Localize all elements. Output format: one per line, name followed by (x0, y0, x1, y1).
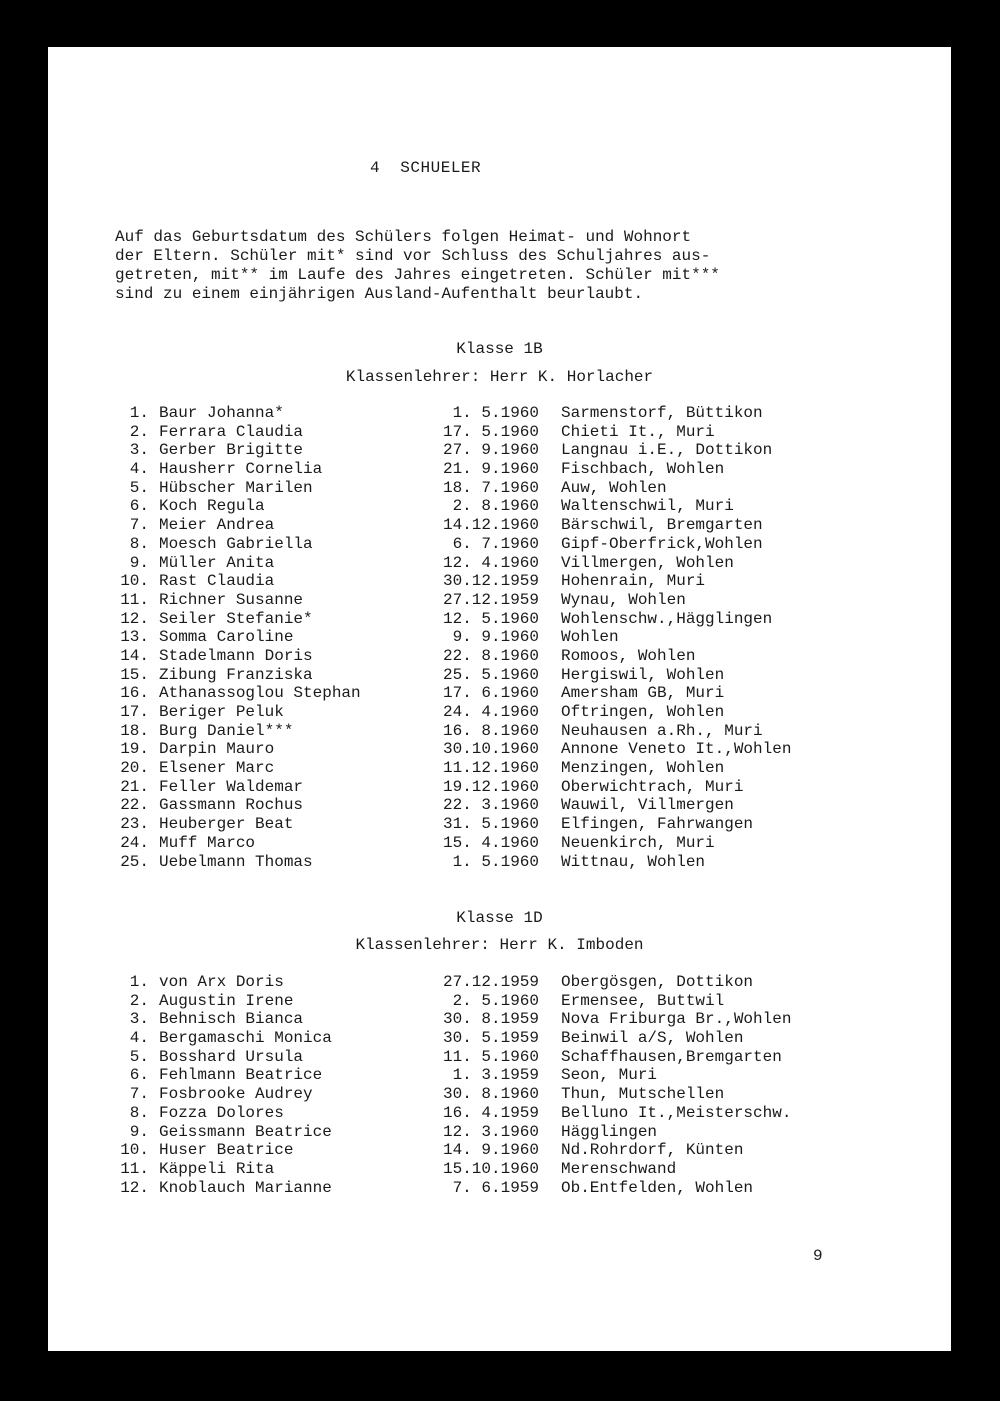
student-name: Darpin Mauro (159, 740, 275, 759)
student-name: Müller Anita (159, 553, 275, 572)
student-hometown: Wauwil, Villmergen (561, 796, 734, 815)
student-birthdate: 24. 4.1960 (442, 703, 539, 721)
student-name: Koch Regula (159, 497, 265, 516)
student-name: Richner Susanne (159, 590, 304, 609)
student-name: Moesch Gabriella (159, 534, 313, 553)
student-birthdate: 12. 5.1960 (442, 609, 539, 628)
student-number: 8. (129, 1103, 149, 1122)
student-row (115, 759, 855, 778)
student-birthdate: 25. 5.1960 (442, 665, 539, 684)
student-name: Stadelmann Doris (159, 646, 313, 665)
student-birthdate: 14. 9.1960 (442, 1141, 539, 1160)
student-number: 19. (120, 740, 149, 759)
student-birthdate: 2. 5.1960 (452, 991, 539, 1010)
student-hometown: Gipf-Oberfrick,Wohlen (561, 534, 763, 553)
student-number: 5. (129, 478, 149, 497)
student-number: 7. (129, 1085, 149, 1104)
student-hometown: Villmergen, Wohlen (561, 553, 734, 572)
student-hometown: Oftringen, Wohlen (561, 703, 725, 721)
class-1b-teacher: Klassenlehrer: Herr K. Horlacher (345, 368, 654, 386)
student-row (115, 591, 855, 610)
student-birthdate: 1. 5.1960 (452, 852, 539, 871)
student-hometown: Waltenschwil, Muri (561, 497, 734, 516)
student-row (115, 684, 855, 703)
student-row (115, 1066, 855, 1085)
student-row (115, 1179, 855, 1198)
student-hometown: Bärschwil, Bremgarten (561, 516, 763, 535)
student-row (115, 554, 855, 573)
student-birthdate: 12. 4.1960 (442, 553, 539, 572)
student-birthdate: 21. 9.1960 (442, 460, 539, 479)
student-hometown: Nova Friburga Br.,Wohlen (561, 1010, 792, 1029)
student-name: Knoblauch Marianne (159, 1178, 332, 1197)
student-name: Hübscher Marilen (159, 478, 313, 497)
student-name: Beriger Peluk (159, 703, 284, 721)
student-row (115, 703, 855, 722)
student-number: 10. (120, 572, 149, 591)
student-birthdate: 11.12.1960 (442, 759, 539, 778)
intro-line: sind zu einem einjährigen Ausland-Aufenthalt beurlaubt. (115, 285, 644, 303)
student-hometown: Annone Veneto It.,Wohlen (561, 740, 792, 759)
student-hometown: Beinwil a/S, Wohlen (561, 1029, 744, 1048)
student-name: Behnisch Bianca (159, 1010, 304, 1029)
student-hometown: Auw, Wohlen (561, 478, 667, 497)
student-row (115, 441, 855, 460)
student-hometown: Fischbach, Wohlen (561, 460, 725, 479)
intro-line: der Eltern. Schüler mit* sind vor Schluss des Schuljahres aus- (115, 247, 711, 265)
intro-line: getreten, mit** im Laufe des Jahres eingetreten. Schüler mit*** (115, 266, 720, 284)
student-name: Bosshard Ursula (159, 1047, 304, 1066)
student-name: Seiler Stefanie* (159, 609, 313, 628)
student-birthdate: 27.12.1959 (442, 590, 539, 609)
student-birthdate: 11. 5.1960 (442, 1047, 539, 1066)
student-hometown: Obergösgen, Dottikon (561, 973, 754, 991)
student-name: Augustin Irene (159, 991, 294, 1010)
student-birthdate: 15.10.1960 (442, 1159, 539, 1178)
class-1d-teacher: Klassenlehrer: Herr K. Imboden (355, 936, 644, 954)
student-number: 5. (129, 1047, 149, 1066)
student-birthdate: 30.12.1959 (442, 572, 539, 591)
student-number: 10. (120, 1141, 149, 1160)
student-hometown: Nd.Rohrdorf, Künten (561, 1141, 744, 1160)
student-row (115, 1048, 855, 1067)
student-birthdate: 22. 3.1960 (442, 796, 539, 815)
student-name: Gassmann Rochus (159, 796, 304, 815)
student-number: 14. (120, 646, 149, 665)
student-row (115, 1029, 855, 1048)
student-name: Bergamaschi Monica (159, 1029, 332, 1048)
student-number: 21. (120, 777, 149, 796)
student-birthdate: 16. 4.1959 (442, 1103, 539, 1122)
student-number: 16. (120, 684, 149, 703)
student-hometown: Neuhausen a.Rh., Muri (561, 721, 763, 740)
student-name: Fehlmann Beatrice (159, 1066, 323, 1085)
student-name: Ferrara Claudia (159, 422, 304, 441)
student-number: 11. (120, 590, 149, 609)
student-row (115, 1085, 855, 1104)
student-hometown: Seon, Muri (561, 1066, 658, 1085)
student-row (115, 516, 855, 535)
student-birthdate: 30.10.1960 (442, 740, 539, 759)
student-hometown: Amersham GB, Muri (561, 684, 725, 703)
student-row (115, 610, 855, 629)
student-row (115, 815, 855, 834)
student-row (115, 628, 855, 647)
student-row (115, 535, 855, 554)
student-number: 2. (129, 422, 149, 441)
intro-paragraph (115, 228, 835, 304)
student-birthdate: 30. 5.1959 (442, 1029, 539, 1048)
student-name: Uebelmann Thomas (159, 852, 313, 871)
student-birthdate: 30. 8.1960 (442, 1085, 539, 1104)
page-number: 9 (813, 1247, 823, 1265)
student-birthdate: 16. 8.1960 (442, 721, 539, 740)
student-number: 2. (129, 991, 149, 1010)
student-birthdate: 2. 8.1960 (452, 497, 539, 516)
student-name: Fosbrooke Audrey (159, 1085, 313, 1104)
student-number: 6. (129, 1066, 149, 1085)
student-row (115, 1141, 855, 1160)
student-hometown: Ob.Entfelden, Wohlen (561, 1178, 754, 1197)
student-hometown: Hohenrain, Muri (561, 572, 706, 591)
student-number: 15. (120, 665, 149, 684)
student-number: 9. (129, 553, 149, 572)
class-1b-title: Klasse 1B (456, 340, 543, 358)
student-row (115, 1010, 855, 1029)
student-number: 17. (120, 703, 149, 721)
student-birthdate: 19.12.1960 (442, 777, 539, 796)
student-birthdate: 9. 9.1960 (452, 628, 539, 647)
student-hometown: Ermensee, Buttwil (561, 991, 725, 1010)
student-hometown: Langnau i.E., Dottikon (561, 441, 773, 460)
student-number: 1. (129, 404, 149, 422)
section-heading: 4 SCHUELER (370, 159, 482, 177)
student-number: 24. (120, 833, 149, 852)
student-number: 12. (120, 609, 149, 628)
student-number: 4. (129, 1029, 149, 1048)
student-hometown: Romoos, Wohlen (561, 646, 696, 665)
student-row (115, 1123, 855, 1142)
class-1d-title: Klasse 1D (456, 909, 543, 927)
student-hometown: Merenschwand (561, 1159, 677, 1178)
student-birthdate: 27.12.1959 (442, 973, 539, 991)
student-hometown: Belluno It.,Meisterschw. (561, 1103, 792, 1122)
student-birthdate: 7. 6.1959 (452, 1178, 539, 1197)
student-hometown: Hägglingen (561, 1122, 658, 1141)
student-birthdate: 14.12.1960 (442, 516, 539, 535)
student-name: Heuberger Beat (159, 815, 294, 834)
student-name: Feller Waldemar (159, 777, 304, 796)
student-row (115, 992, 855, 1011)
student-birthdate: 1. 5.1960 (452, 404, 539, 422)
student-number: 4. (129, 460, 149, 479)
student-hometown: Chieti It., Muri (561, 422, 715, 441)
student-birthdate: 1. 3.1959 (452, 1066, 539, 1085)
student-name: Gerber Brigitte (159, 441, 304, 460)
student-hometown: Wynau, Wohlen (561, 590, 686, 609)
student-number: 11. (120, 1159, 149, 1178)
student-row (115, 834, 855, 853)
student-number: 1. (129, 973, 149, 991)
student-hometown: Schaffhausen,Bremgarten (561, 1047, 782, 1066)
student-hometown: Menzingen, Wohlen (561, 759, 725, 778)
student-birthdate: 12. 3.1960 (442, 1122, 539, 1141)
student-number: 18. (120, 721, 149, 740)
student-row (115, 666, 855, 685)
student-birthdate: 30. 8.1959 (442, 1010, 539, 1029)
student-name: Huser Beatrice (159, 1141, 294, 1160)
student-birthdate: 15. 4.1960 (442, 833, 539, 852)
student-name: Meier Andrea (159, 516, 275, 535)
student-number: 8. (129, 534, 149, 553)
student-number: 13. (120, 628, 149, 647)
student-birthdate: 22. 8.1960 (442, 646, 539, 665)
student-name: Somma Caroline (159, 628, 294, 647)
student-name: Athanassoglou Stephan (159, 684, 361, 703)
student-name: von Arx Doris (159, 973, 284, 991)
student-number: 3. (129, 1010, 149, 1029)
student-row (115, 1104, 855, 1123)
student-name: Burg Daniel*** (159, 721, 294, 740)
student-hometown: Neuenkirch, Muri (561, 833, 715, 852)
student-hometown: Wohlen (561, 628, 619, 647)
student-hometown: Elfingen, Fahrwangen (561, 815, 754, 834)
student-hometown: Thun, Mutschellen (561, 1085, 725, 1104)
student-number: 20. (120, 759, 149, 778)
student-number: 23. (120, 815, 149, 834)
student-number: 22. (120, 796, 149, 815)
student-row (115, 973, 855, 992)
student-row (115, 460, 855, 479)
student-name: Geissmann Beatrice (159, 1122, 332, 1141)
student-hometown: Wittnau, Wohlen (561, 852, 706, 871)
student-row (115, 778, 855, 797)
student-number: 3. (129, 441, 149, 460)
student-name: Hausherr Cornelia (159, 460, 323, 479)
student-number: 25. (120, 852, 149, 871)
student-row (115, 647, 855, 666)
student-name: Rast Claudia (159, 572, 275, 591)
student-number: 12. (120, 1178, 149, 1197)
class-1b-student-list (115, 404, 855, 871)
student-birthdate: 27. 9.1960 (442, 441, 539, 460)
student-name: Zibung Franziska (159, 665, 313, 684)
student-hometown: Wohlenschw.,Hägglingen (561, 609, 773, 628)
student-row (115, 404, 855, 423)
student-birthdate: 18. 7.1960 (442, 478, 539, 497)
student-number: 7. (129, 516, 149, 535)
student-number: 6. (129, 497, 149, 516)
student-row (115, 572, 855, 591)
student-row (115, 796, 855, 815)
student-name: Käppeli Rita (159, 1159, 275, 1178)
student-row (115, 1160, 855, 1179)
class-1d-student-list (115, 973, 855, 1197)
student-name: Baur Johanna* (159, 404, 284, 422)
student-row (115, 722, 855, 741)
student-birthdate: 17. 5.1960 (442, 422, 539, 441)
student-hometown: Sarmenstorf, Büttikon (561, 404, 763, 422)
student-row (115, 497, 855, 516)
student-name: Fozza Dolores (159, 1103, 284, 1122)
student-name: Elsener Marc (159, 759, 275, 778)
student-row (115, 423, 855, 442)
student-birthdate: 6. 7.1960 (452, 534, 539, 553)
student-row (115, 853, 855, 872)
student-hometown: Hergiswil, Wohlen (561, 665, 725, 684)
student-birthdate: 17. 6.1960 (442, 684, 539, 703)
student-row (115, 740, 855, 759)
document-page (48, 47, 951, 1351)
student-name: Muff Marco (159, 833, 256, 852)
student-birthdate: 31. 5.1960 (442, 815, 539, 834)
student-hometown: Oberwichtrach, Muri (561, 777, 744, 796)
intro-line: Auf das Geburtsdatum des Schülers folgen Heimat- und Wohnort (115, 228, 692, 246)
student-number: 9. (129, 1122, 149, 1141)
student-row (115, 479, 855, 498)
